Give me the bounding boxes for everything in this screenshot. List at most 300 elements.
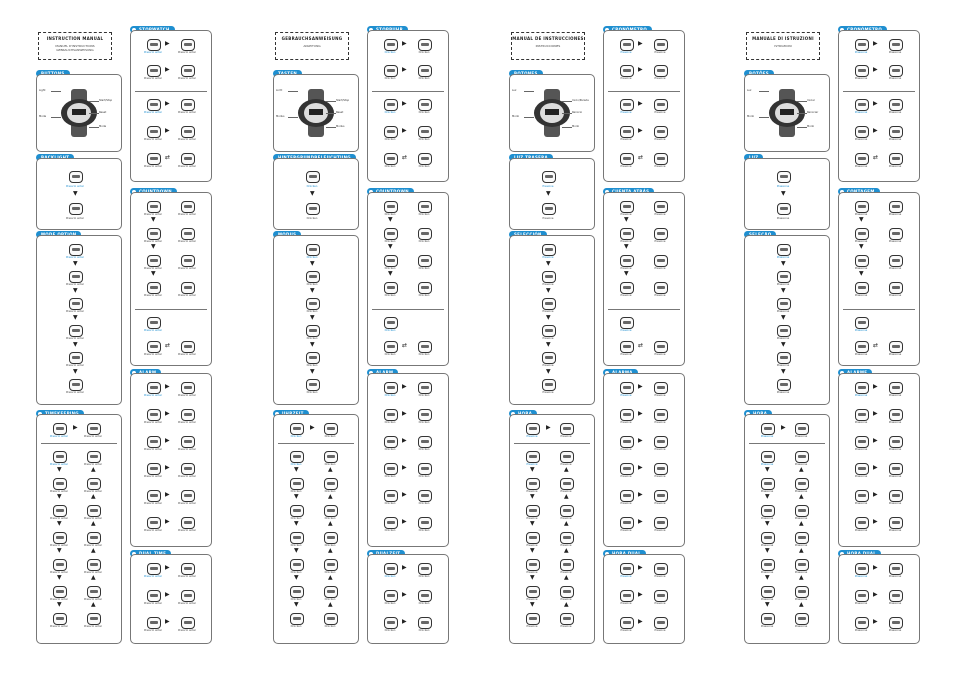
step-caption: Drücken	[290, 490, 302, 493]
step-caption: Press to enter	[144, 475, 162, 478]
watch-face	[542, 203, 556, 215]
step-caption: Presione	[654, 267, 666, 270]
watch-face	[147, 317, 161, 329]
watch-face	[654, 153, 668, 165]
step-caption: Drücken	[290, 598, 302, 601]
watch-face	[418, 563, 432, 575]
watch-face	[795, 586, 809, 598]
watch-diagram-icon	[853, 151, 869, 165]
step-caption: Pressione	[888, 575, 902, 578]
stopwatch-panel	[367, 30, 449, 182]
watch-diagram-icon	[85, 449, 101, 463]
arrow-icon: ▲	[564, 493, 569, 500]
step-caption: Press to enter	[144, 448, 162, 451]
stopwatch-panel	[603, 30, 685, 182]
arrow-icon: ▼	[294, 601, 299, 608]
watch-face	[620, 563, 634, 575]
watch-face	[324, 478, 338, 490]
watch-diagram-icon	[558, 449, 574, 463]
watch-face	[418, 228, 432, 240]
step-caption: Pressione	[888, 502, 902, 505]
step-caption: Press to enter	[84, 463, 102, 466]
arrow-icon: ▶	[402, 100, 407, 107]
watch-face	[147, 255, 161, 267]
watch-face	[620, 490, 634, 502]
watch-diagram-icon	[618, 407, 634, 421]
watch-diagram-icon	[322, 503, 338, 517]
arrow-icon: ▼	[765, 547, 770, 554]
step-caption: Presione	[654, 475, 666, 478]
watch-face	[87, 613, 101, 625]
step-caption: Drücken	[418, 629, 430, 632]
watch-diagram-icon	[51, 611, 67, 625]
watch-diagram-icon	[416, 488, 432, 502]
arrow-icon: ▼	[294, 493, 299, 500]
arrow-icon: ▶	[638, 518, 643, 525]
step-caption: Pressione	[854, 267, 868, 270]
watch-face	[795, 478, 809, 490]
step-caption: Presione	[620, 51, 632, 54]
watch-diagram-icon	[51, 476, 67, 490]
watch-face	[147, 517, 161, 529]
watch-face	[855, 153, 869, 165]
watch-face	[889, 65, 903, 77]
watch-face	[181, 201, 195, 213]
arrow-icon: ▶	[402, 591, 407, 598]
watch-diagram-icon	[618, 151, 634, 165]
arrow-icon: ▲	[799, 493, 804, 500]
watch-diagram-icon	[304, 169, 320, 183]
step-caption: Presione	[654, 421, 666, 424]
arrow-icon: ▶	[638, 127, 643, 134]
step-caption: Presione	[620, 502, 632, 505]
step-caption: Pressione	[854, 77, 868, 80]
step-caption: Press to enter	[50, 463, 68, 466]
arrow-icon: ▼	[781, 314, 786, 321]
step-caption: Press to enter	[84, 517, 102, 520]
watch-diagram-icon	[288, 476, 304, 490]
watch-face	[795, 559, 809, 571]
watch-diagram-icon	[652, 63, 668, 77]
arrow-icon: ▼	[388, 216, 393, 223]
step-caption: Press to enter	[178, 575, 196, 578]
arrow-icon: ▼	[73, 314, 78, 321]
watch-diagram-icon	[416, 253, 432, 267]
watch-diagram-icon	[382, 380, 398, 394]
watch-diagram-icon	[145, 515, 161, 529]
watch-face	[654, 382, 668, 394]
watch-diagram-icon	[618, 561, 634, 575]
leader-line	[326, 101, 336, 102]
watch-diagram-icon	[382, 199, 398, 213]
watch-face	[620, 255, 634, 267]
step-caption: Pressione	[794, 463, 808, 466]
watch-face	[620, 517, 634, 529]
manual-title-line: ANLEITUNG	[303, 44, 321, 48]
watch-diagram-icon	[416, 124, 432, 138]
watch-face	[324, 505, 338, 517]
watch-diagram-icon	[853, 615, 869, 629]
watch-diagram-icon	[67, 201, 83, 215]
watch-diagram-icon	[887, 339, 903, 353]
step-caption: Pressione	[854, 421, 868, 424]
watch-face	[306, 352, 320, 364]
watch-diagram-icon	[145, 380, 161, 394]
watch-face	[889, 490, 903, 502]
step-caption: Pressione	[794, 544, 808, 547]
manual-title-box	[511, 32, 585, 60]
step-caption: Presione	[654, 629, 666, 632]
watch-face	[181, 517, 195, 529]
step-caption: Drücken	[384, 475, 396, 478]
watch-diagram-icon	[67, 296, 83, 310]
countdown-panel	[603, 192, 685, 366]
watch-face	[147, 153, 161, 165]
watch-diagram-icon	[416, 588, 432, 602]
watch-face	[526, 423, 540, 435]
watch-face	[418, 39, 432, 51]
arrow-icon: ▼	[57, 601, 62, 608]
arrow-icon: ▼	[73, 190, 78, 197]
step-caption: Presione	[560, 517, 572, 520]
watch-diagram-icon	[853, 124, 869, 138]
watch-face	[855, 255, 869, 267]
watch-face	[384, 126, 398, 138]
watch-lcd	[780, 109, 794, 115]
watch-diagram-icon	[179, 515, 195, 529]
dual-time-panel	[367, 554, 449, 644]
watch-face	[795, 423, 809, 435]
watch-diagram-icon	[853, 588, 869, 602]
step-caption: Press to enter	[178, 475, 196, 478]
watch-face	[526, 532, 540, 544]
step-caption: Press to enter	[144, 421, 162, 424]
step-caption: Drücken	[384, 529, 396, 532]
step-caption: Pressione	[888, 294, 902, 297]
watch-face	[181, 153, 195, 165]
watch-face	[181, 341, 195, 353]
watch-face	[560, 559, 574, 571]
arrow-icon: ▼	[530, 520, 535, 527]
arrow-icon: ▲	[564, 547, 569, 554]
watch-diagram-icon	[145, 488, 161, 502]
watch-face	[542, 244, 556, 256]
watch-diagram-icon	[652, 561, 668, 575]
step-caption: Drücken	[418, 529, 430, 532]
watch-diagram-icon	[382, 63, 398, 77]
button-label: Iniciar	[807, 99, 815, 102]
watch-diagram-icon	[322, 449, 338, 463]
watch-diagram-icon	[652, 461, 668, 475]
watch-diagram-icon	[288, 584, 304, 598]
arrow-icon: ▼	[57, 493, 62, 500]
watch-diagram-icon	[524, 557, 540, 571]
step-caption: Pressione	[760, 544, 774, 547]
step-caption: Press to enter	[144, 213, 162, 216]
section-divider	[41, 443, 117, 444]
watch-face	[761, 423, 775, 435]
watch-face	[526, 613, 540, 625]
leader-line	[288, 91, 298, 92]
watch-face	[418, 490, 432, 502]
watch-face	[306, 271, 320, 283]
watch-face	[69, 379, 83, 391]
step-caption: Press to enter	[66, 364, 84, 367]
arrow-icon: ▶	[873, 464, 878, 471]
watch-face	[181, 99, 195, 111]
watch-face	[384, 382, 398, 394]
watch-face	[560, 478, 574, 490]
arrow-icon: ▶	[402, 518, 407, 525]
watch-face	[855, 382, 869, 394]
watch-face	[418, 341, 432, 353]
step-caption: Pressione	[794, 490, 808, 493]
watch-diagram-icon	[618, 434, 634, 448]
arrow-icon: ▲	[799, 520, 804, 527]
watch-diagram-icon	[618, 588, 634, 602]
arrow-icon: ▼	[73, 368, 78, 375]
step-caption: Drücken	[306, 217, 318, 220]
watch-diagram-icon	[618, 226, 634, 240]
step-caption: Presione	[620, 329, 632, 332]
section-divider	[843, 91, 915, 92]
step-caption: Pressione	[888, 448, 902, 451]
watch-diagram-icon	[853, 37, 869, 51]
watch-diagram-icon	[887, 434, 903, 448]
watch-diagram-icon	[775, 377, 791, 391]
watch-diagram-icon	[145, 151, 161, 165]
step-caption: Press to enter	[178, 294, 196, 297]
step-caption: Pressione	[760, 571, 774, 574]
watch-diagram-icon	[67, 350, 83, 364]
section-divider	[278, 443, 354, 444]
watch-diagram-icon	[558, 503, 574, 517]
step-caption: Press to enter	[178, 394, 196, 397]
watch-face	[87, 586, 101, 598]
watch-face	[181, 463, 195, 475]
arrow-icon: ▶	[165, 383, 170, 390]
watch-diagram-icon	[887, 561, 903, 575]
watch-diagram-icon	[652, 124, 668, 138]
step-caption: Presione	[526, 598, 538, 601]
step-caption: Presione	[620, 529, 632, 532]
watch-face	[384, 282, 398, 294]
step-caption: Presione	[526, 435, 538, 438]
step-caption: Presione	[620, 138, 632, 141]
watch-face	[795, 613, 809, 625]
watch-face	[761, 532, 775, 544]
step-caption: Drücken	[324, 435, 336, 438]
step-caption: Drücken	[306, 185, 318, 188]
watch-face	[855, 65, 869, 77]
arrow-icon: ▼	[151, 270, 156, 277]
watch-diagram-icon	[51, 584, 67, 598]
watch-face	[306, 203, 320, 215]
arrow-icon: ▼	[624, 270, 629, 277]
manual-title-line: INSTRUCTION MANUAL	[46, 36, 104, 41]
manual-page-4	[738, 0, 954, 675]
watch-face	[384, 65, 398, 77]
step-caption: Press to enter	[144, 77, 162, 80]
watch-face	[384, 590, 398, 602]
watch-diagram-icon	[618, 124, 634, 138]
watch-diagram-icon	[416, 380, 432, 394]
watch-diagram-icon	[618, 315, 634, 329]
watch-diagram-icon	[145, 315, 161, 329]
arrow-icon: ▲	[799, 601, 804, 608]
step-caption: Drücken	[384, 77, 396, 80]
watch-face	[53, 505, 67, 517]
watch-diagram-icon	[793, 449, 809, 463]
watch-face	[147, 341, 161, 353]
step-caption: Pressione	[760, 435, 774, 438]
watch-diagram-icon	[416, 407, 432, 421]
watch-face	[384, 39, 398, 51]
step-caption: Presione	[542, 217, 554, 220]
step-caption: Press to enter	[178, 602, 196, 605]
watch-diagram-icon	[540, 201, 556, 215]
arrow-icon: ▶	[402, 127, 407, 134]
button-label: Modo	[747, 115, 755, 118]
step-caption: Press to enter	[144, 602, 162, 605]
step-caption: Press to enter	[84, 571, 102, 574]
watch-face	[181, 39, 195, 51]
watch-face	[889, 617, 903, 629]
watch-diagram-icon	[793, 611, 809, 625]
countdown-panel	[838, 192, 920, 366]
step-caption: Drücken	[418, 394, 430, 397]
watch-diagram-icon	[304, 242, 320, 256]
mode-panel	[744, 235, 830, 405]
arrow-icon: ▼	[310, 260, 315, 267]
arrow-icon: ▶	[546, 424, 551, 431]
mode-panel	[36, 235, 122, 405]
watch-diagram-icon	[887, 253, 903, 267]
manual-page-3	[503, 0, 741, 675]
step-caption: Press to enter	[50, 598, 68, 601]
watch-face	[181, 65, 195, 77]
step-caption: Presione	[526, 517, 538, 520]
watch-face	[855, 39, 869, 51]
arrow-icon: ▲	[91, 466, 96, 473]
step-caption: Pressione	[888, 475, 902, 478]
step-caption: Presione	[654, 502, 666, 505]
timekeeping-panel	[36, 414, 122, 644]
watch-face	[69, 325, 83, 337]
watch-face	[620, 65, 634, 77]
step-caption: Press to enter	[66, 217, 84, 220]
section-divider	[372, 91, 444, 92]
watch-diagram-icon	[145, 434, 161, 448]
watch-diagram-icon	[887, 37, 903, 51]
arrow-icon: ▶	[165, 491, 170, 498]
arrow-icon: ▶	[310, 424, 315, 431]
step-caption: Pressione	[854, 353, 868, 356]
step-caption: Press to enter	[178, 629, 196, 632]
watch-diagram-icon	[322, 584, 338, 598]
watch-diagram-icon	[304, 377, 320, 391]
leader-line	[562, 101, 572, 102]
arrow-icon: ▼	[546, 368, 551, 375]
step-caption: Drücken	[418, 575, 430, 578]
arrow-icon: ▶	[873, 127, 878, 134]
watch-face	[620, 126, 634, 138]
manual-title-box	[275, 32, 349, 60]
watch-diagram-icon	[652, 97, 668, 111]
step-caption: Pressione	[854, 394, 868, 397]
watch-diagram-icon	[382, 37, 398, 51]
step-caption: Presione	[560, 571, 572, 574]
arrow-icon: ▼	[781, 341, 786, 348]
watch-diagram-icon	[288, 530, 304, 544]
backlight-panel	[36, 158, 122, 230]
step-caption: Pressione	[888, 77, 902, 80]
step-caption: Drücken	[384, 353, 396, 356]
step-caption: Presione	[542, 185, 554, 188]
watch-face	[855, 517, 869, 529]
step-caption: Pressione	[776, 337, 790, 340]
watch-diagram-icon	[382, 339, 398, 353]
leader-line	[89, 101, 99, 102]
alarm-panel	[603, 373, 685, 547]
step-caption: Presione	[620, 353, 632, 356]
step-caption: Presione	[542, 310, 554, 313]
step-caption: Presione	[620, 448, 632, 451]
watch-face	[147, 436, 161, 448]
step-caption: Presione	[542, 364, 554, 367]
step-caption: Presione	[654, 165, 666, 168]
watch-diagram-icon	[51, 557, 67, 571]
watch-face	[181, 228, 195, 240]
step-caption: Press to enter	[66, 283, 84, 286]
watch-face	[181, 590, 195, 602]
watch-face	[560, 586, 574, 598]
watch-diagram-icon	[288, 611, 304, 625]
watch-diagram-icon	[775, 296, 791, 310]
watch-diagram-icon	[85, 503, 101, 517]
watch-face	[542, 298, 556, 310]
section-divider	[608, 309, 680, 310]
arrow-icon: ▼	[781, 287, 786, 294]
watch-face	[384, 228, 398, 240]
watch-diagram-icon	[652, 515, 668, 529]
watch-face	[147, 490, 161, 502]
manual-title-line: ISTRUZIONI	[774, 44, 792, 48]
watch-face	[620, 382, 634, 394]
watch-face	[777, 171, 791, 183]
leader-line	[797, 113, 807, 114]
step-caption: Press to enter	[144, 353, 162, 356]
step-caption: Pressione	[854, 111, 868, 114]
watch-diagram-icon	[67, 242, 83, 256]
watch-diagram-icon	[652, 339, 668, 353]
step-caption: Presione	[542, 337, 554, 340]
watch-diagram-icon	[382, 561, 398, 575]
watch-diagram-icon	[540, 377, 556, 391]
watch-diagram-icon	[382, 124, 398, 138]
step-caption: Pressione	[794, 571, 808, 574]
button-label: Mode	[39, 115, 47, 118]
arrow-icon: ▲	[328, 466, 333, 473]
watch-face	[384, 617, 398, 629]
arrow-icon: ▲	[564, 520, 569, 527]
step-caption: Pressione	[854, 294, 868, 297]
arrow-icon: ▶	[165, 618, 170, 625]
watch-diagram-icon	[416, 97, 432, 111]
button-label: Reset	[99, 111, 107, 114]
watch-lcd	[309, 109, 323, 115]
watch-face	[560, 423, 574, 435]
